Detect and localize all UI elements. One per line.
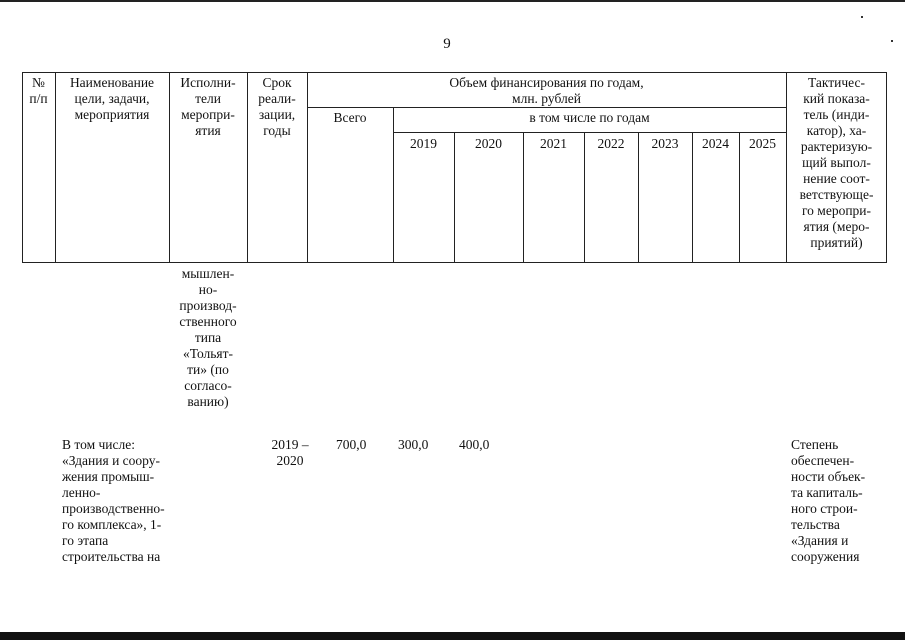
header-year: 2020 (475, 136, 502, 151)
header-year: 2025 (749, 136, 776, 151)
activity-2019: 300,0 (398, 437, 429, 452)
header-year: 2023 (651, 136, 679, 151)
header-name: Наименование цели, задачи, мероприятия (69, 75, 155, 122)
header-year: 2021 (540, 136, 567, 151)
header-executors: Исполни- тели меропри- ятия (180, 75, 236, 138)
header-year: 2024 (702, 136, 729, 151)
header-indicator: Тактичес- кий показа- тель (инди- катор), ха- рактеризую- щий выпол- нение соот- ветствующе- го меропри- ятия (меро- приятий) (799, 75, 874, 250)
header-number: № п/п (29, 75, 48, 106)
activity-indicator: Степень обеспечен- ности объек- та капиталь- ного строи- тельства «Здания и сооружения (791, 437, 866, 564)
activity-name: В том числе: «Здания и соору- жения промыш- ленно- производственно- го комплекса», 1- го этапа строительства на (62, 437, 165, 564)
header-year: 2019 (410, 136, 437, 151)
table-divider (786, 72, 787, 263)
header-funding: Объем финансирования по годам, млн. рублей (449, 75, 644, 106)
table-divider (393, 107, 394, 263)
activity-2020: 400,0 (459, 437, 490, 452)
table-divider (393, 132, 786, 133)
table-divider (307, 107, 786, 108)
header-total: Всего (333, 110, 367, 125)
header-term: Срок реали- зации, годы (258, 75, 296, 138)
bottom-border (0, 632, 905, 640)
activity-total: 700,0 (336, 437, 367, 452)
top-border (0, 0, 905, 2)
scan-speck (891, 40, 893, 42)
page-number: 9 (443, 36, 451, 52)
header-by-years: в том числе по годам (529, 110, 650, 125)
activity-term: 2019 – 2020 (271, 437, 309, 468)
executor-continuation: мышлен- но- производ- ственного типа «Тольят- ти» (по согласо- ванию) (179, 266, 237, 409)
header-year: 2022 (597, 136, 625, 151)
scan-speck (861, 16, 863, 18)
